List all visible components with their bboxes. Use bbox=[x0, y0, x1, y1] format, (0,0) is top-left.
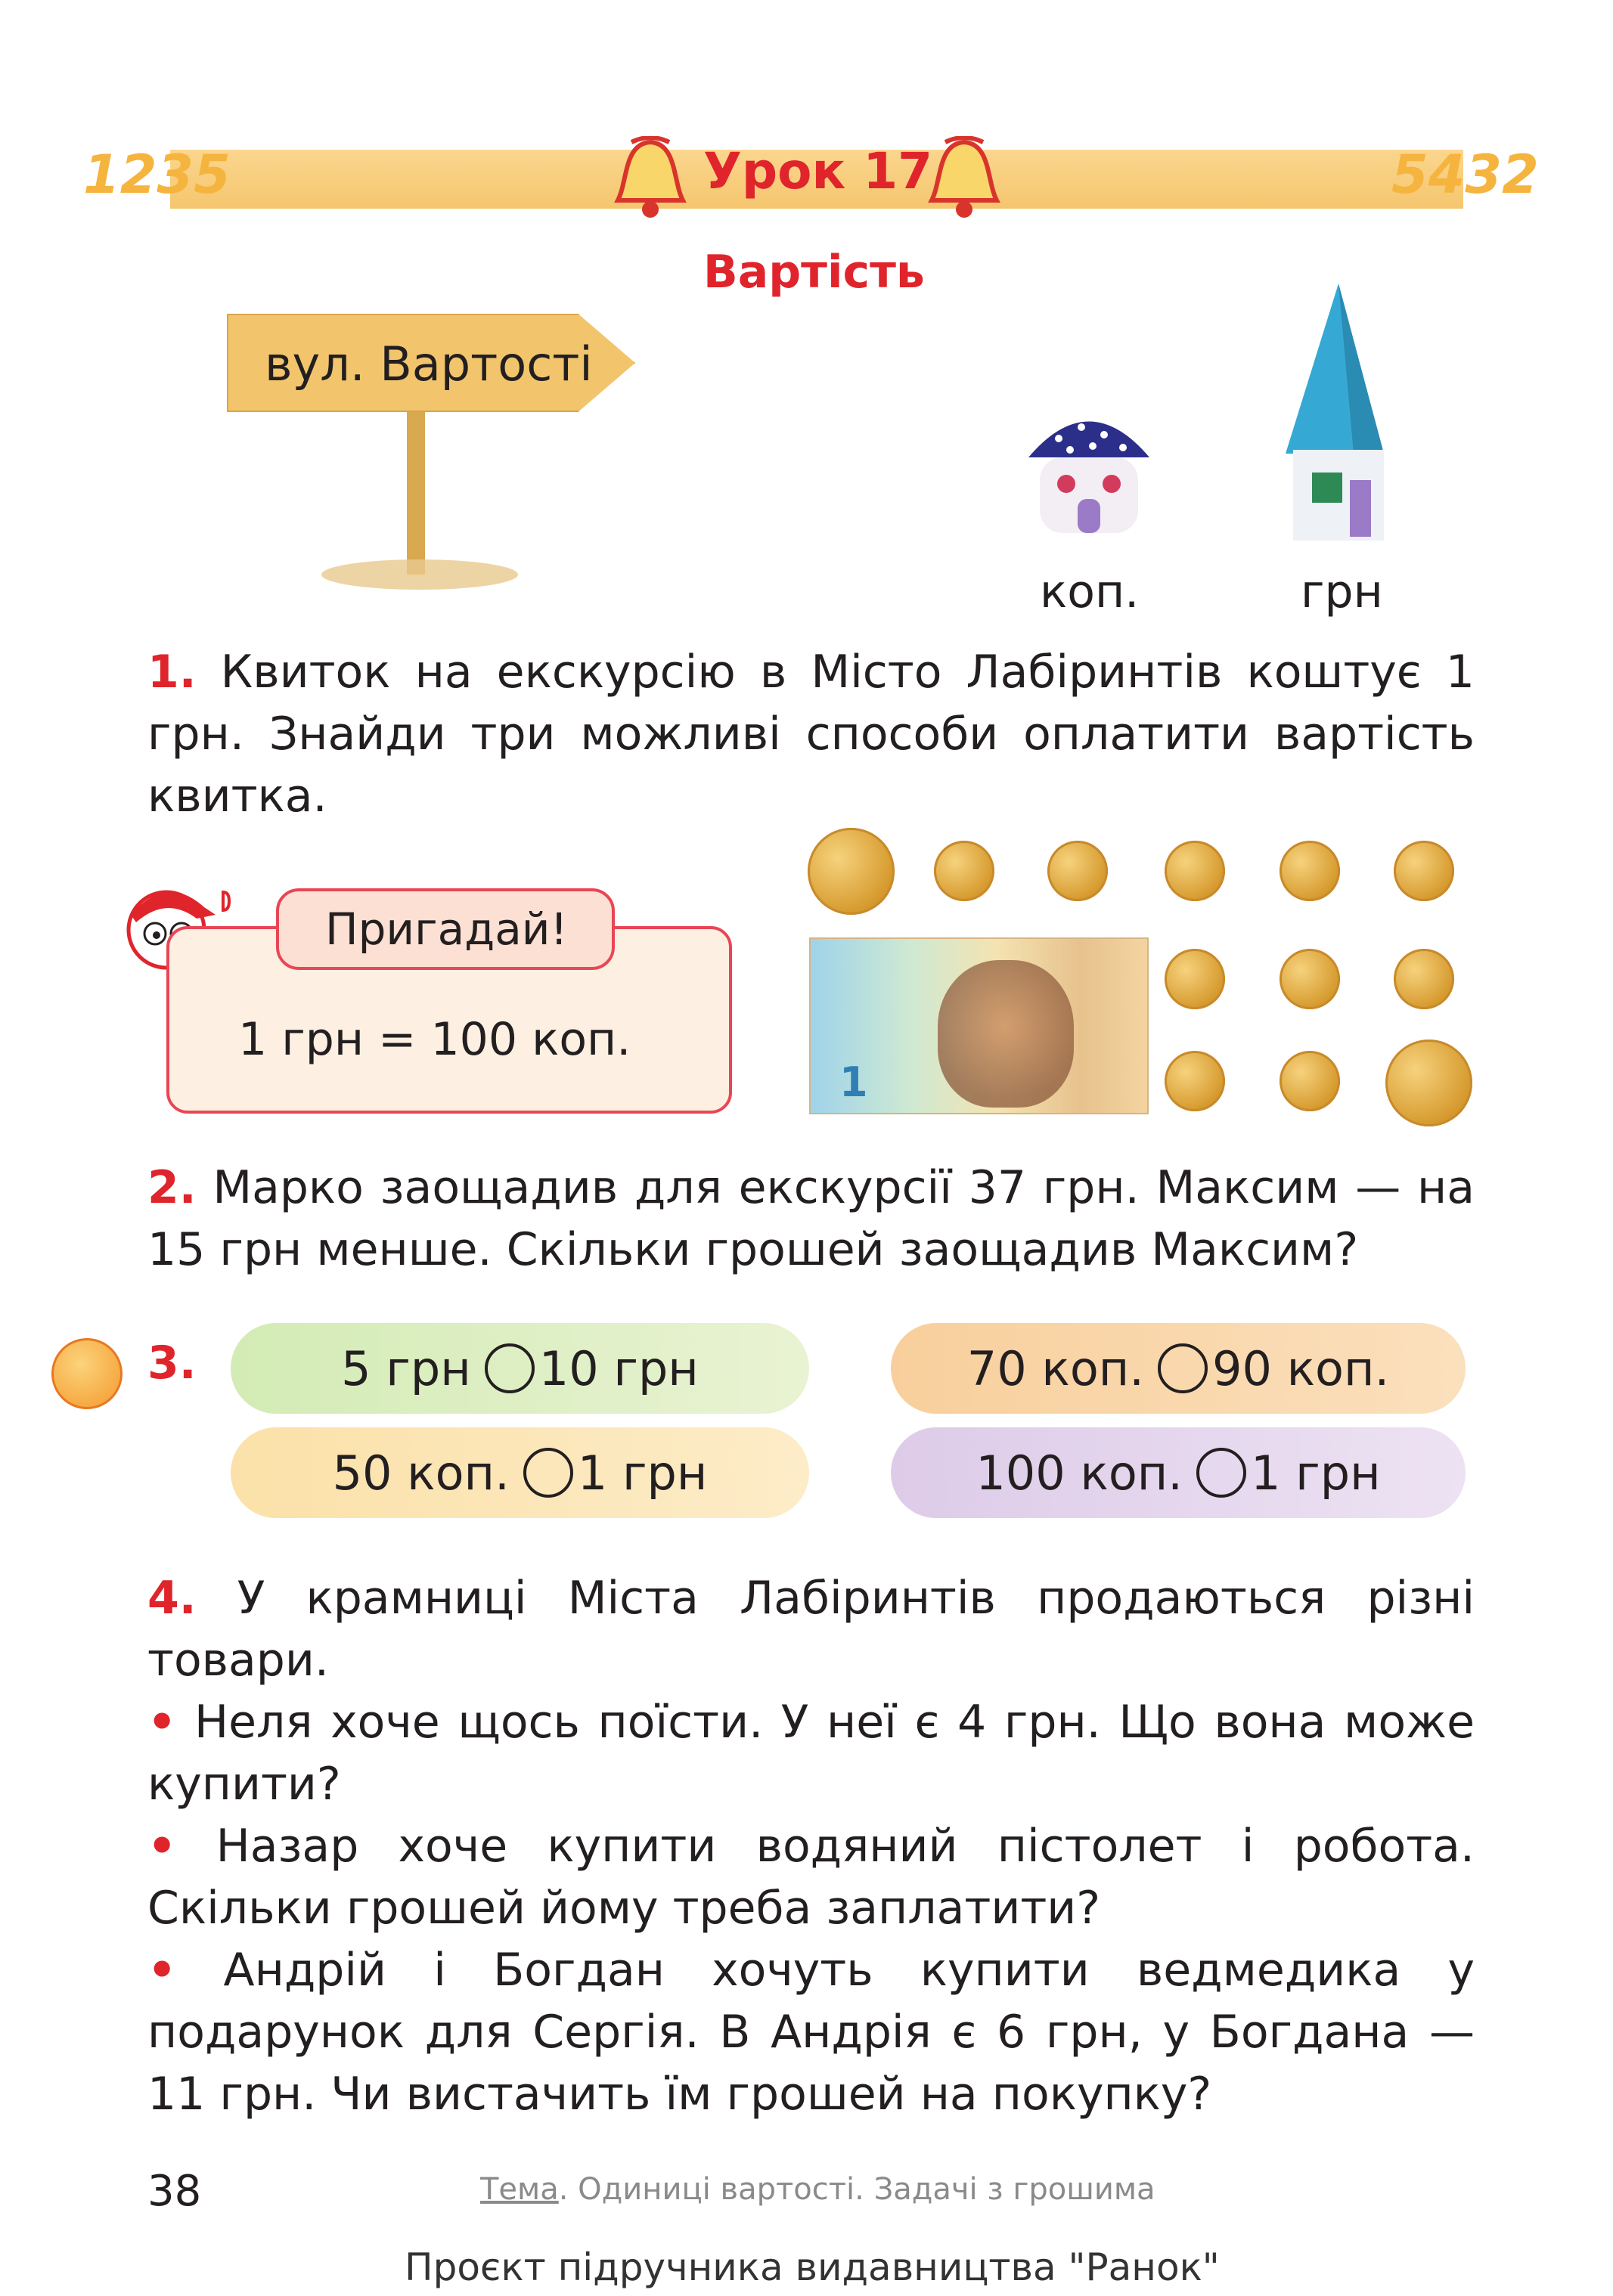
small-house-icon bbox=[1013, 393, 1165, 552]
task-4-bullet-3 bbox=[147, 1939, 1475, 2125]
bullet-icon: • bbox=[147, 1696, 177, 1749]
small-house-label: коп. bbox=[1040, 565, 1140, 618]
task-4-number: 4. bbox=[147, 1572, 197, 1625]
page-number: 38 bbox=[147, 2167, 202, 2216]
comparison-3-right: 1 грн bbox=[577, 1445, 708, 1501]
coin-icon bbox=[934, 841, 994, 901]
banknote-portrait bbox=[938, 960, 1074, 1108]
task-4-text: У крамниці Міста Лабіринтів продаються різні товари. bbox=[147, 1572, 1475, 1687]
task-4-bullet-2-text: Назар хоче купити водяний пістолет і робота. Скільки грошей йому треба заплатити? bbox=[147, 1820, 1475, 1935]
coin-50-icon bbox=[1385, 1040, 1472, 1126]
comparison-4-right: 1 грн bbox=[1251, 1445, 1381, 1501]
comparison-2 bbox=[891, 1323, 1466, 1414]
task-2-text: Марко заощадив для екскурсії 37 грн. Максим — на 15 грн менше. Скільки грошей заощадив Максим? bbox=[147, 1161, 1475, 1276]
task-4-intro bbox=[147, 1567, 1475, 1691]
tall-house-icon bbox=[1270, 280, 1407, 552]
lesson-title: Урок 17 bbox=[703, 142, 933, 200]
footer-topic bbox=[480, 2172, 1155, 2207]
bullet-icon: • bbox=[147, 1820, 177, 1873]
coin-icon bbox=[1047, 841, 1108, 901]
comparison-3 bbox=[231, 1427, 809, 1518]
coin-icon bbox=[1394, 949, 1454, 1009]
banknote-denomination: 1 bbox=[839, 1058, 868, 1106]
comparison-4-sign-circle[interactable] bbox=[1196, 1448, 1246, 1498]
coin-icon bbox=[1280, 949, 1340, 1009]
comparison-1-sign-circle[interactable] bbox=[485, 1343, 535, 1393]
decor-digits-left: 1235 bbox=[83, 144, 231, 206]
remember-label: Пригадай! bbox=[325, 903, 568, 955]
task-4-bullet-1-text: Неля хоче щось поїсти. У неї є 4 грн. Що вона може купити? bbox=[147, 1696, 1475, 1811]
coin-icon bbox=[1280, 841, 1340, 901]
footer-topic-rest: . Одиниці вартості. Задачі з грошима bbox=[558, 2172, 1155, 2207]
task-2-number: 2. bbox=[147, 1161, 197, 1214]
coin-50-icon bbox=[808, 828, 895, 915]
decor-digits-right: 5432 bbox=[1391, 144, 1539, 206]
task-1 bbox=[147, 641, 1475, 827]
street-sign-pole bbox=[407, 412, 425, 575]
task-4-bullet-2 bbox=[147, 1815, 1475, 1939]
task-1-number: 1. bbox=[147, 646, 197, 699]
coin-icon bbox=[1165, 1051, 1225, 1111]
comparison-2-right: 90 коп. bbox=[1212, 1340, 1390, 1396]
task-2 bbox=[147, 1157, 1475, 1281]
bell-icon bbox=[609, 136, 692, 223]
comparison-4-left: 100 коп. bbox=[976, 1445, 1183, 1501]
task-4-bullet-3-text: Андрій і Богдан хочуть купити ведмедика у подарунок для Сергія. В Андрія є 6 грн, у Богдана — 11 грн. Чи вистачить їм грошей на покупку? bbox=[147, 1944, 1475, 2121]
remember-fact: 1 грн = 100 коп. bbox=[238, 1013, 631, 1066]
topic-title: Вартість bbox=[703, 246, 925, 299]
comparison-4 bbox=[891, 1427, 1466, 1518]
comparison-1 bbox=[231, 1323, 809, 1414]
difficulty-smiley-icon bbox=[51, 1338, 123, 1409]
comparison-1-right: 10 грн bbox=[538, 1340, 699, 1396]
task-4-bullet-1 bbox=[147, 1691, 1475, 1815]
street-sign-text: вул. Вартості bbox=[265, 336, 593, 392]
task-3-number: 3. bbox=[147, 1337, 197, 1390]
big-house-label: грн bbox=[1301, 565, 1383, 618]
comparison-1-left: 5 грн bbox=[341, 1340, 471, 1396]
footer-project: Проєкт підручника видавництва "Ранок" bbox=[405, 2245, 1220, 2289]
comparison-3-left: 50 коп. bbox=[332, 1445, 510, 1501]
coin-icon bbox=[1280, 1051, 1340, 1111]
footer-topic-prefix: Тема bbox=[480, 2172, 559, 2207]
coin-icon bbox=[1394, 841, 1454, 901]
bell-icon bbox=[923, 136, 1006, 223]
coin-icon bbox=[1165, 841, 1225, 901]
bullet-icon: • bbox=[147, 1944, 177, 1997]
street-sign-ground bbox=[321, 559, 518, 590]
comparison-3-sign-circle[interactable] bbox=[523, 1448, 573, 1498]
task-1-text: Квиток на екскурсію в Місто Лабіринтів коштує 1 грн. Знайди три можливі способи оплатити вартість квитка. bbox=[147, 646, 1475, 823]
comparison-2-sign-circle[interactable] bbox=[1158, 1343, 1208, 1393]
comparison-2-left: 70 коп. bbox=[966, 1340, 1144, 1396]
task-4 bbox=[147, 1567, 1475, 2125]
coin-icon bbox=[1165, 949, 1225, 1009]
